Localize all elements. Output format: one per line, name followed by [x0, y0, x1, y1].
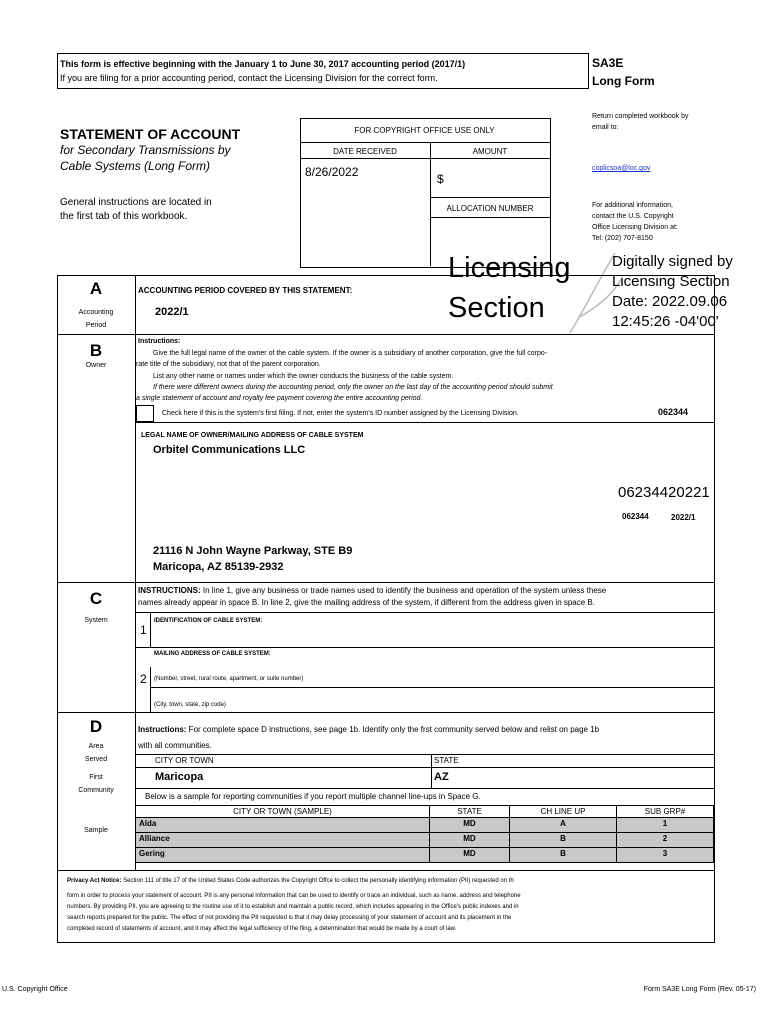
sample-header-city: CITY OR TOWN (SAMPLE) [135, 805, 430, 818]
accounting-period-value[interactable]: 2022/1 [155, 306, 189, 318]
form-code: SA3E [592, 56, 624, 70]
general-instructions-2: the first tab of this workbook. [60, 211, 188, 222]
sample-row-1-sub: 1 [616, 817, 714, 833]
owner-name-label: LEGAL NAME OF OWNER/MAILING ADDRESS OF CABLE SYSTEM [141, 432, 364, 439]
footer-right: Form SA3E Long Form (Rev. 05-17) [643, 986, 756, 993]
contact-info-2: contact the U.S. Copyright [592, 213, 674, 220]
signature-text-2: Licensing Section [612, 273, 730, 290]
section-a-label-1: Accounting [78, 309, 114, 316]
section-c-instruction-1 [138, 586, 606, 595]
section-c-letter: C [89, 589, 103, 608]
statement-subtitle-1: for Secondary Transmissions by [60, 143, 231, 157]
signature-text-1: Digitally signed by [612, 253, 733, 270]
contact-info-1: For additional information, [592, 202, 673, 209]
owner-address-line-1[interactable]: 21116 N John Wayne Parkway, STE B9 [153, 545, 353, 557]
first-community-state-value[interactable]: AZ [434, 771, 449, 783]
section-c-instruction-2: names already appear in space B. In line 2, give the mailing address of the system, if different from the address given in space B. [138, 598, 595, 607]
owner-name-value[interactable]: Orbitel Communications LLC [153, 444, 306, 456]
section-d-letter: D [89, 717, 103, 736]
section-b-instruction-5: a single statement of account and royalty fee payment covering the entire accounting period. [136, 395, 423, 402]
section-d-instruction-1 [138, 725, 599, 734]
section-d-label-4: Community [78, 787, 114, 794]
statement-subtitle-2: Cable Systems (Long Form) [60, 159, 211, 173]
section-a-label-2: Period [85, 322, 107, 329]
sample-note: Below is a sample for reporting communities if you report multiple channel line-ups in Space G. [145, 792, 481, 801]
section-b-instruction-1: Give the full legal name of the owner of the cable system. If the owner is a subsidiary of another corporation, give the full corpo- [153, 350, 548, 357]
privacy-heading: Privacy Act Notice: [67, 878, 122, 884]
line-1-number: 1 [140, 623, 147, 637]
section-d-label-1: Area [88, 743, 104, 750]
section-a-letter: A [89, 279, 103, 298]
sample-row-1-ch: A [509, 817, 617, 833]
system-id-value[interactable]: 062344 [658, 407, 689, 417]
date-received-value: 8/26/2022 [305, 165, 359, 179]
amount-value: $ [437, 172, 444, 186]
section-c-label: System [84, 617, 108, 624]
sample-row-2-state: MD [429, 832, 510, 848]
section-b-instruction-2: rate title of the subsidiary, not that of the parent corporation. [136, 361, 321, 368]
section-b-instructions-heading: Instructions: [138, 338, 181, 345]
sample-row-3-state: MD [429, 847, 510, 863]
section-d-instructions-heading: Instructions: [138, 725, 187, 734]
line-2-number: 2 [140, 672, 147, 686]
mailing-address-label: MAILING ADDRESS OF CABLE SYSTEM: [154, 651, 271, 657]
accounting-period-heading: ACCOUNTING PERIOD COVERED BY THIS STATEMENT: [138, 286, 353, 295]
reference-id: 062344 [622, 512, 649, 521]
section-d-instruction-2: with all communities. [138, 741, 212, 750]
reference-period: 2022/1 [671, 513, 696, 522]
privacy-line-2: form in order to process your statement of account. PII is any personal information that can be used to identify or trace an individual, such as name, address and telephone [67, 893, 521, 899]
return-text-2: email to: [592, 124, 619, 131]
owner-address-line-2[interactable]: Maricopa, AZ 85139-2932 [153, 561, 284, 573]
signature-text-4: 12:45:26 -04'00' [612, 313, 719, 330]
privacy-line-3: numbers. By providing PII, you are agreeing to the routine use of it to establish and maintain a public record, which includes appearing in the Office's public indexes and in [67, 904, 519, 910]
reference-number: 06234420221 [618, 484, 710, 501]
privacy-line-4: search reports prepared for the public. The effect of not providing the PII requested is that it may delay processing of your statement of account and its placement in the [67, 915, 512, 921]
return-text-1: Return completed workbook by [592, 113, 689, 120]
office-use-heading: FOR COPYRIGHT OFFICE USE ONLY [354, 126, 495, 135]
sample-row-3-city: Gering [135, 847, 430, 863]
date-received-label: DATE RECEIVED [333, 147, 397, 156]
office-use-box [300, 118, 551, 268]
first-filing-checkbox[interactable] [136, 405, 154, 422]
effective-notice-line1: This form is effective beginning with the January 1 to June 30, 2017 accounting period (2017/1) [60, 59, 466, 69]
amount-label: AMOUNT [472, 147, 508, 156]
signature-text-3: Date: 2022.09.06 [612, 293, 728, 310]
sample-row-2-sub: 2 [616, 832, 714, 848]
section-d-label-2: Served [84, 756, 108, 763]
section-b-letter: B [89, 341, 103, 360]
return-email-link[interactable]: coplicsoa@loc.gov [592, 165, 651, 172]
privacy-line-1 [67, 878, 514, 884]
sample-row-3-ch: B [509, 847, 617, 863]
section-c-instruction-text: In line 1, give any business or trade names used to identify the business and operation of the system unless these [200, 586, 607, 595]
contact-info-4: Tel: (202) 707-8150 [592, 235, 653, 242]
sample-row-1-state: MD [429, 817, 510, 833]
sample-header-state: STATE [429, 805, 510, 818]
privacy-line-5: completed record of statements of account, and it may affect the legal sufficiency of the fling, a determination that would be made by a court of law. [67, 926, 457, 932]
section-b-instruction-4: If there were different owners during the accounting period, only the owner on the last day of the accounting period should submit [153, 384, 553, 391]
street-address-hint[interactable]: (Number, street, rural route, apartment, or suite number) [154, 676, 304, 682]
sample-row-3-sub: 3 [616, 847, 714, 863]
effective-notice-line2: If you are filing for a prior accounting period, contact the Licensing Division for the correct form. [60, 73, 438, 83]
statement-title: STATEMENT OF ACCOUNT [60, 126, 241, 142]
sample-row-2-ch: B [509, 832, 617, 848]
state-label: STATE [434, 756, 459, 765]
sample-header-sub-grp: SUB GRP# [616, 805, 714, 818]
section-b-label: Owner [85, 362, 107, 369]
sample-header-ch-line-up: CH LINE UP [509, 805, 617, 818]
first-filing-instruction: Check here if this is the system's first filing. If not, enter the system's ID number assigned by the Licensing Division. [162, 410, 519, 417]
sample-row-2-city: Alliance [135, 832, 430, 848]
footer-left: U.S. Copyright Office [2, 986, 68, 993]
allocation-number-label: ALLOCATION NUMBER [446, 204, 534, 213]
system-identification-label: IDENTIFICATION OF CABLE SYSTEM: [154, 618, 263, 624]
section-d-label-3: First [89, 774, 103, 781]
section-c-instructions-heading: INSTRUCTIONS: [138, 586, 201, 595]
privacy-line-1-text: Section 111 of title 17 of the United States Code authorizes the Copyright Offce to collect the personally identifying information (PII) requested on th [121, 878, 514, 884]
city-or-town-label: CITY OR TOWN [155, 756, 214, 765]
form-type: Long Form [592, 74, 655, 88]
section-b-instruction-3: List any other name or names under which the owner conducts the business of the cable system. [153, 373, 454, 380]
general-instructions-1: General instructions are located in [60, 197, 212, 208]
contact-info-3: Office Licensing Division at: [592, 224, 678, 231]
sample-label: Sample [84, 827, 108, 834]
first-community-city-value[interactable]: Maricopa [155, 771, 204, 783]
signature-name-large-2: Section [448, 292, 545, 324]
sample-row-1-city: Alda [135, 817, 430, 833]
section-d-instruction-text: For complete space D instructions, see page 1b. Identify only the frst community served below and relist on page 1b [186, 725, 600, 734]
city-state-zip-hint[interactable]: (City, town, state, zip code) [154, 702, 226, 708]
signature-name-large-1: Licensing [448, 252, 571, 284]
